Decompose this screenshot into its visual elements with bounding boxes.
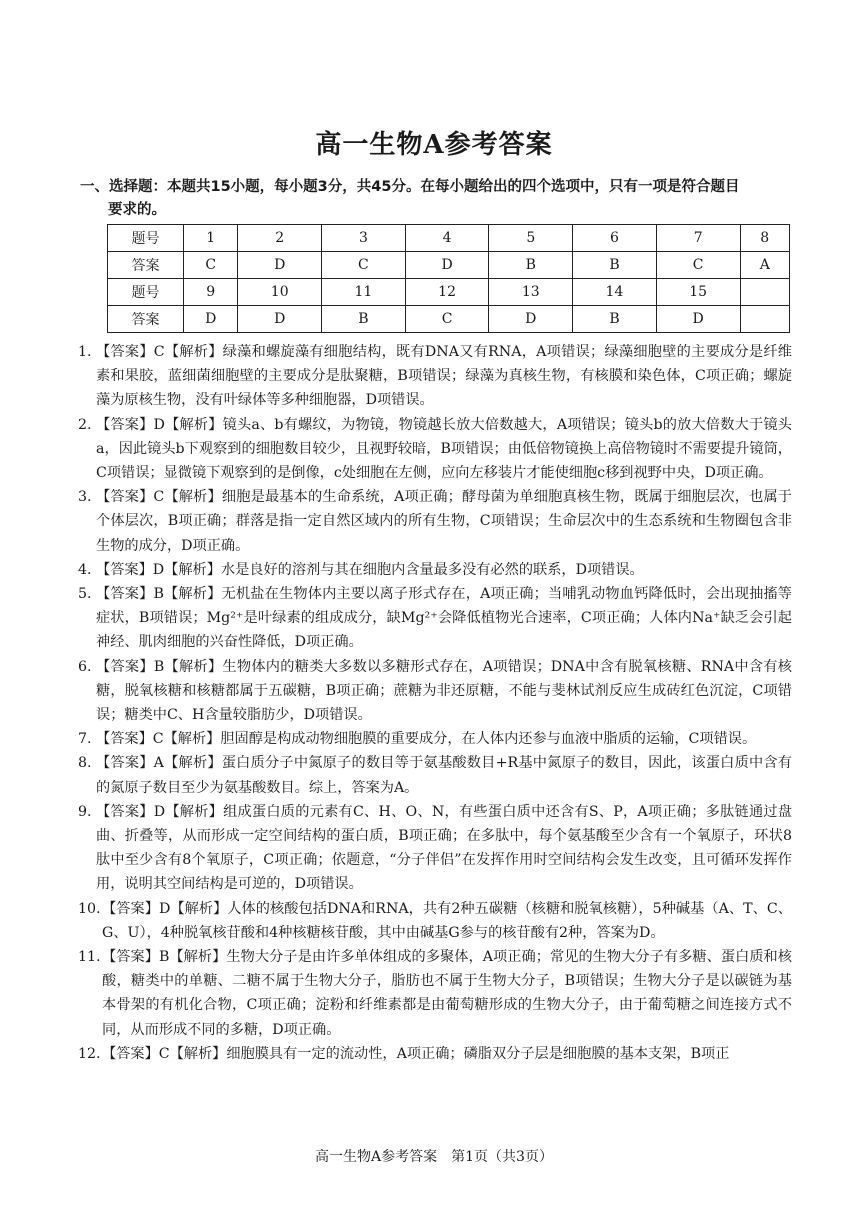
explanation-item xyxy=(78,413,792,486)
explanation-number: 8. xyxy=(78,755,92,772)
explanation-text: 【答案】D【解析】镜头a、b有螺纹，为物镜，物镜越长放大倍数越大，A项错误；镜头b的放大倍数大于镜头a，因此镜头b下观察到的细胞数目较少，且视野较暗，B项错误；由低倍物镜换上高倍物镜时不需要提升镜筒，C项错误；显微镜下观察到的是倒像，c处细胞在左侧，应向左移装片才能使细胞c移到视野中央，D项正确。 xyxy=(96,416,792,482)
explanation-number: 5. xyxy=(78,586,92,603)
explanation-number: 9. xyxy=(78,803,92,820)
section-heading xyxy=(80,176,800,222)
explanation-item xyxy=(78,897,792,945)
explanation-item xyxy=(78,727,792,751)
explanation-text: 【答案】B【解析】生物体内的糖类大多数以多糖形式存在，A项错误；DNA中含有脱氧核糖、RNA中含有核糖，脱氧核糖和核糖都属于五碳糖，B项正确；蔗糖为非还原糖，不能与斐林试剂反应生成砖红色沉淀，C项错误；糖类中C、H含量较脂肪少，D项错误。 xyxy=(96,658,792,724)
table-row xyxy=(108,306,790,333)
table-cell: D xyxy=(238,252,322,279)
page-footer: 高一生物A参考答案 第1页（共3页） xyxy=(315,1149,553,1165)
explanation-text: 【答案】D【解析】组成蛋白质的元素有C、H、O、N，有些蛋白质中还含有S、P，A项正确；多肽链通过盘曲、折叠等，从而形成一定空间结构的蛋白质，B项正确；在多肽中，每个氨基酸至少含有一个氧原子，环状8肽中至少含有8个氧原子，C项正确；依题意，“分子伴侣”在发挥作用时空间结构会发生改变，且可循环发挥作用，说明其空间结构是可逆的，D项错误。 xyxy=(96,803,792,893)
explanation-item xyxy=(78,1042,792,1066)
table-cell: 5 xyxy=(489,225,573,252)
table-cell: 6 xyxy=(573,225,657,252)
explanation-text: 【答案】A【解析】蛋白质分子中氮原子的数目等于氨基酸数目+R基中氮原子的数目，因此，该蛋白质中含有的氮原子数目至少为氨基酸数目。综上，答案为A。 xyxy=(96,755,792,796)
table-cell: B xyxy=(573,306,657,333)
table-cell: 14 xyxy=(573,279,657,306)
explanation-number: 6. xyxy=(78,658,92,675)
table-cell: D xyxy=(656,306,740,333)
table-cell: D xyxy=(489,306,573,333)
table-cell: D xyxy=(238,306,322,333)
table-row-header: 题号 xyxy=(108,225,184,252)
table-cell: D xyxy=(405,252,489,279)
explanation-text: 【答案】C【解析】细胞是最基本的生命系统，A项正确；酵母菌为单细胞真核生物，既属于细胞层次，也属于个体层次，B项正确；群落是指一定自然区域内的所有生物，C项错误；生命层次中的生态系统和生物圈包含非生物的成分，D项正确。 xyxy=(96,489,792,554)
explanation-item xyxy=(78,485,792,558)
table-cell: A xyxy=(740,252,790,279)
table-cell: 12 xyxy=(405,279,489,306)
table-row xyxy=(108,225,790,252)
explanation-item xyxy=(78,800,792,897)
explanation-item xyxy=(78,582,792,655)
table-cell: 15 xyxy=(656,279,740,306)
explanation-item xyxy=(78,945,792,1042)
table-cell: 2 xyxy=(238,225,322,252)
table-row-header: 题号 xyxy=(108,279,184,306)
explanation-text: 【答案】B【解析】生物大分子是由许多单体组成的多聚体，A项正确；常见的生物大分子有多糖、蛋白质和核酸，糖类中的单糖、二糖不属于生物大分子，脂肪也不属于生物大分子，B项错误；生物大分子是以碳链为基本骨架的有机化合物，C项正确；淀粉和纤维素都是由葡萄糖形成的生物大分子，由于葡萄糖之间连接方式不同，从而形成不同的多糖，D项正确。 xyxy=(102,949,792,1038)
table-row-header: 答案 xyxy=(108,306,184,333)
explanation-item xyxy=(78,655,792,728)
page-title: 高一生物A参考答案 xyxy=(315,130,553,160)
explanation-item xyxy=(78,340,792,413)
explanation-item xyxy=(78,751,792,799)
explanation-list xyxy=(78,340,792,1066)
explanation-number: 10. xyxy=(78,900,101,917)
explanation-item xyxy=(78,558,792,582)
table-cell: 8 xyxy=(740,225,790,252)
table-row xyxy=(108,252,790,279)
explanation-text: 【答案】C【解析】胆固醇是构成动物细胞膜的重要成分，在人体内还参与血液中脂质的运输，C项错误。 xyxy=(96,731,757,748)
explanation-text: 【答案】B【解析】无机盐在生物体内主要以离子形式存在，A项正确；当哺乳动物血钙降低时，会出现抽搐等症状，B项错误；Mg²⁺是叶绿素的组成成分，缺Mg²⁺会降低植物光合速率，C项正确；人体内Na⁺缺乏会引起神经、肌肉细胞的兴奋性降低，D项正确。 xyxy=(96,586,792,651)
explanation-text: 【答案】C【解析】细胞膜具有一定的流动性，A项正确；磷脂双分子层是细胞膜的基本支架，B项正 xyxy=(102,1045,730,1062)
explanation-text: 【答案】C【解析】绿藻和螺旋藻有细胞结构，既有DNA又有RNA，A项错误；绿藻细胞壁的主要成分是纤维素和果胶，蓝细菌细胞壁的主要成分是肽聚糖，B项错误；绿藻为真核生物，有核膜和染色体，C项正确；螺旋藻为原核生物，没有叶绿体等多种细胞器，D项错误。 xyxy=(96,344,792,409)
explanation-text: 【答案】D【解析】人体的核酸包括DNA和RNA，共有2种五碳糖（核糖和脱氧核糖），5种碱基（A、T、C、G、U），4种脱氧核苷酸和4种核糖核苷酸，其中由碱基G参与的核苷酸有2种，答案为D。 xyxy=(102,900,792,941)
explanation-number: 1. xyxy=(78,344,92,360)
explanation-number: 2. xyxy=(78,416,92,433)
table-cell: B xyxy=(489,252,573,279)
table-cell: 11 xyxy=(322,279,406,306)
table-cell: 7 xyxy=(656,225,740,252)
table-cell: 9 xyxy=(184,279,238,306)
section-heading-line1: 一、选择题：本题共15小题，每小题3分，共45分。在每小题给出的四个选项中，只有一项是符合题目 xyxy=(80,179,740,195)
explanation-number: 7. xyxy=(78,731,92,748)
table-cell: 13 xyxy=(489,279,573,306)
explanation-text: 【答案】D【解析】水是良好的溶剂与其在细胞内含量最多没有必然的联系，D项错误。 xyxy=(96,561,644,578)
table-cell: D xyxy=(184,306,238,333)
table-cell: B xyxy=(322,306,406,333)
table-cell: C xyxy=(322,252,406,279)
table-cell: 1 xyxy=(184,225,238,252)
table-cell: C xyxy=(184,252,238,279)
table-cell: B xyxy=(573,252,657,279)
table-cell xyxy=(740,306,790,333)
explanation-number: 12. xyxy=(78,1045,101,1062)
table-cell: 10 xyxy=(238,279,322,306)
explanation-number: 11. xyxy=(78,949,101,966)
table-row-header: 答案 xyxy=(108,252,184,279)
table-cell xyxy=(740,279,790,306)
table-row xyxy=(108,279,790,306)
table-cell: C xyxy=(405,306,489,333)
table-cell: 3 xyxy=(322,225,406,252)
section-heading-line2: 要求的。 xyxy=(108,202,166,218)
answer-table xyxy=(107,224,790,333)
table-cell: C xyxy=(656,252,740,279)
explanation-number: 4. xyxy=(78,561,92,578)
explanation-number: 3. xyxy=(78,489,92,506)
table-cell: 4 xyxy=(405,225,489,252)
